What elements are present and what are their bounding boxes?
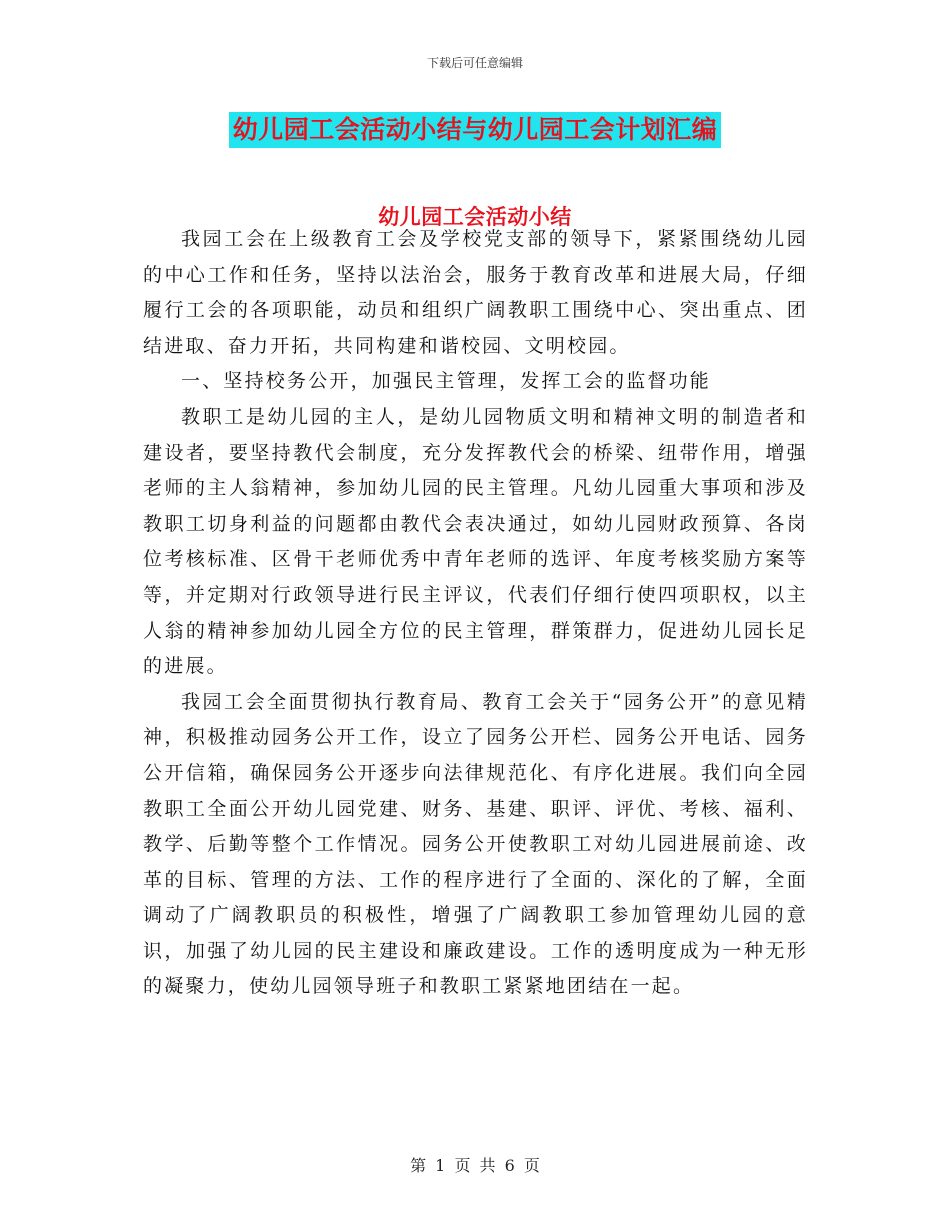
paragraph-staff-democracy: 教职工是幼儿园的主人，是幼儿园物质文明和精神文明的制造者和建设者，要坚持教代会制度，充分发挥教代会的桥梁、纽带作用，增强老师的主人翁精神，参加幼儿园的民主管理。凡幼儿园重大事项和涉及教职工切身利益的问题都由教代会表决通过，如幼儿园财政预算、各岗位考核标准、区骨干老师优秀中青年老师的选评、年度考核奖励方案等等，并定期对行政领导进行民主评议，代表们仔细行使四项职权，以主人翁的精神参加幼儿园全方位的民主管理，群策群力，促进幼儿园长足的进展。	[143, 405, 808, 678]
paragraph-heading-1: 一、坚持校务公开，加强民主管理，发挥工会的监督功能	[181, 370, 712, 393]
document-title: 幼儿园工会活动小结与幼儿园工会计划汇编	[229, 112, 722, 148]
body-text	[143, 222, 808, 1005]
section-title: 幼儿园工会活动小结	[378, 204, 572, 229]
paragraph-intro: 我园工会在上级教育工会及学校党支部的领导下，紧紧围绕幼儿园的中心工作和任务，坚持以法治会，服务于教育改革和进展大局，仔细履行工会的各项职能，动员和组织广阔教职工围绕中心、突出重点、团结进取、奋力开拓，共同构建和谐校园、文明校园。	[143, 228, 808, 357]
paragraph-affairs-openness: 我园工会全面贯彻执行教育局、教育工会关于“园务公开”的意见精神，积极推动园务公开工作，设立了园务公开栏、园务公开电话、园务公开信箱，确保园务公开逐步向法律规范化、有序化进展。我们向全园教职工全面公开幼儿园党建、财务、基建、职评、评优、考核、福利、教学、后勤等整个工作情况。园务公开使教职工对幼儿园进展前途、改革的目标、管理的方法、工作的程序进行了全面的、深化的了解，全面调动了广阔教职员的积极性，增强了广阔教职工参加管理幼儿园的意识，加强了幼儿园的民主建设和廉政建设。工作的透明度成为一种无形的凝聚力，使幼儿园领导班子和教职工紧紧地团结在一起。	[143, 690, 808, 998]
document-title-container	[0, 112, 950, 148]
page-footer: 第 1 页 共 6 页	[410, 1156, 540, 1175]
header-note: 下载后可任意编辑	[426, 56, 523, 70]
